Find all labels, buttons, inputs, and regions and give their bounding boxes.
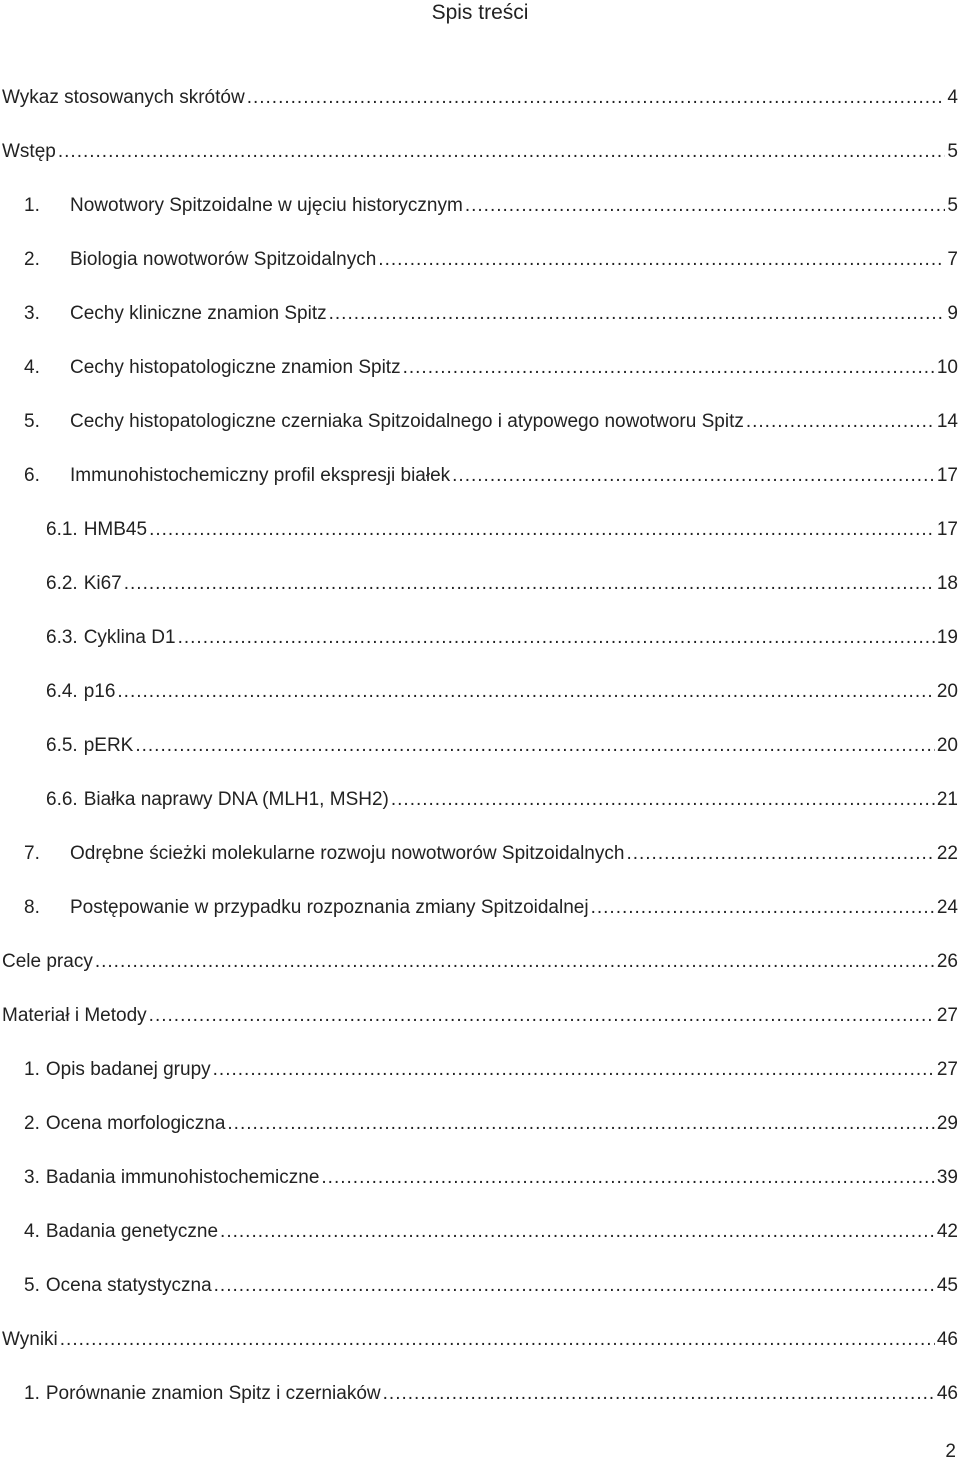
toc-entry-label: Cele pracy [2,951,93,972]
toc-entry[interactable] [0,1327,958,1381]
toc-entry-page: 7 [947,249,958,270]
toc-entry-number: 6.3. [46,627,78,648]
toc-entry-page: 46 [936,1383,958,1404]
dot-leader [213,1057,935,1083]
toc-entry[interactable] [0,517,958,571]
toc-entry-label: Cyklina D1 [83,627,176,648]
toc-entry-page: 18 [936,573,958,594]
toc-entry-label: Ocena statystyczna [45,1275,212,1296]
toc-entry-page: 39 [936,1167,958,1188]
toc-entry-number: 1. [24,1059,40,1080]
dot-leader [95,949,935,975]
dot-leader [247,85,946,111]
toc-entry-page: 24 [936,897,958,918]
toc-entry-label: Cechy kliniczne znamion Spitz [70,303,327,324]
dot-leader [124,571,935,597]
toc-entry[interactable] [0,787,958,841]
toc-entry-page: 46 [936,1329,958,1350]
toc-entry-label: Badania immunohistochemiczne [45,1167,320,1188]
toc-entry-number: 6.5. [46,735,78,756]
dot-leader [383,1381,935,1407]
toc-entry-number: 5. [24,411,40,432]
toc-entry-page: 17 [936,519,958,540]
toc-entry-page: 14 [936,411,958,432]
dot-leader [149,517,935,543]
toc-entry-page: 17 [936,465,958,486]
dot-leader [329,301,946,327]
toc-entry-number: 4. [24,357,40,378]
toc-entry-label: Wykaz stosowanych skrótów [2,87,245,108]
toc-entry-label: HMB45 [83,519,148,540]
toc-entry[interactable] [0,409,958,463]
dot-leader [227,1111,934,1137]
toc-entry-label: Białka naprawy DNA (MLH1, MSH2) [83,789,389,810]
toc-entry-number: 1. [24,1383,40,1404]
toc-entry[interactable] [0,949,958,1003]
toc-entry-label: Badania genetyczne [45,1221,219,1242]
toc-entry-label: Opis badanej grupy [45,1059,211,1080]
toc-entry-page: 29 [936,1113,958,1134]
toc-entry[interactable] [0,1111,958,1165]
toc-entry[interactable] [0,1165,958,1219]
toc-entry-page: 21 [936,789,958,810]
toc-entry-label: Cechy histopatologiczne znamion Spitz [70,357,401,378]
toc-entry-number: 7. [24,843,40,864]
toc-entry-page: 5 [947,195,958,216]
dot-leader [391,787,935,813]
toc-entry[interactable] [0,1273,958,1327]
page-title: Spis treści [431,1,529,24]
toc-entry[interactable] [0,571,958,625]
toc-entry-number: 4. [24,1221,40,1242]
toc-entry-page: 10 [936,357,958,378]
toc-entry-number: 2. [24,249,40,270]
dot-leader [746,409,935,435]
toc-entry-page: 42 [936,1221,958,1242]
toc-entry-page: 26 [936,951,958,972]
toc-entry-number: 5. [24,1275,40,1296]
toc-entry-page: 20 [936,735,958,756]
toc-entry[interactable] [0,679,958,733]
toc-entry[interactable] [0,1219,958,1273]
toc-entry-label: Biologia nowotworów Spitzoidalnych [70,249,377,270]
toc-entry-page: 9 [947,303,958,324]
toc-entry-number: 3. [24,303,40,324]
toc-entry-label: Materiał i Metody [2,1005,147,1026]
dot-leader [321,1165,934,1191]
dot-leader [452,463,935,489]
toc-entry[interactable] [0,1003,958,1057]
toc-entry-page: 5 [947,141,958,162]
toc-entry-page: 45 [936,1275,958,1296]
toc-entry-page: 27 [936,1059,958,1080]
toc-entry[interactable] [0,1381,958,1435]
toc-entry-label: Nowotwory Spitzoidalne w ujęciu historycznym [70,195,463,216]
toc-entry-label: Wstęp [2,141,56,162]
toc-entry-number: 6.2. [46,573,78,594]
toc-entry-label: Ki67 [83,573,122,594]
toc-entry[interactable] [0,463,958,517]
dot-leader [465,193,946,219]
toc-entry-label: Ocena morfologiczna [45,1113,226,1134]
dot-leader [149,1003,935,1029]
dot-leader [403,355,935,381]
toc-entry-page: 19 [936,627,958,648]
toc-entry-number: 3. [24,1167,40,1188]
dot-leader [378,247,945,273]
dot-leader [220,1219,935,1245]
toc-entry-number: 6.1. [46,519,78,540]
toc-entry[interactable] [0,193,958,247]
dot-leader [58,139,946,165]
footer-page-number: 2 [945,1441,956,1462]
toc-entry[interactable] [0,355,958,409]
toc-entry-label: Wyniki [2,1329,58,1350]
toc-entry-label: Cechy histopatologiczne czerniaka Spitzoidalnego i atypowego nowotworu Spitz [70,411,744,432]
toc-entry-label: Porównanie znamion Spitz i czerniaków [45,1383,381,1404]
toc-entry-number: 6.6. [46,789,78,810]
toc-entry[interactable] [0,1057,958,1111]
toc-entry-label: pERK [83,735,134,756]
toc-entry-number: 2. [24,1113,40,1134]
toc-entry-page: 22 [936,843,958,864]
dot-leader [135,733,935,759]
toc-entry-number: 8. [24,897,40,918]
toc-entry-number: 6.4. [46,681,78,702]
toc-entry-label: Immunohistochemiczny profil ekspresji białek [70,465,451,486]
toc-entry-label: Odrębne ścieżki molekularne rozwoju nowotworów Spitzoidalnych [70,843,625,864]
toc-entry[interactable] [0,85,958,139]
dot-leader [178,625,935,651]
toc-entry[interactable] [0,247,958,301]
toc-entry-label: p16 [83,681,116,702]
toc-entry-page: 20 [936,681,958,702]
toc-entry[interactable] [0,733,958,787]
toc-entry-number: 1. [24,195,40,216]
toc-entry-page: 27 [936,1005,958,1026]
toc-entry-number: 6. [24,465,40,486]
toc-entry[interactable] [0,301,958,355]
dot-leader [626,841,934,867]
table-of-contents [0,85,958,1435]
toc-entry[interactable] [0,625,958,679]
dot-leader [214,1273,935,1299]
dot-leader [60,1327,935,1353]
toc-entry-page: 4 [947,87,958,108]
toc-entry-label: Postępowanie w przypadku rozpoznania zmiany Spitzoidalnej [70,897,589,918]
toc-entry[interactable] [0,895,958,949]
dot-leader [117,679,934,705]
toc-entry[interactable] [0,841,958,895]
toc-entry[interactable] [0,139,958,193]
dot-leader [591,895,935,921]
